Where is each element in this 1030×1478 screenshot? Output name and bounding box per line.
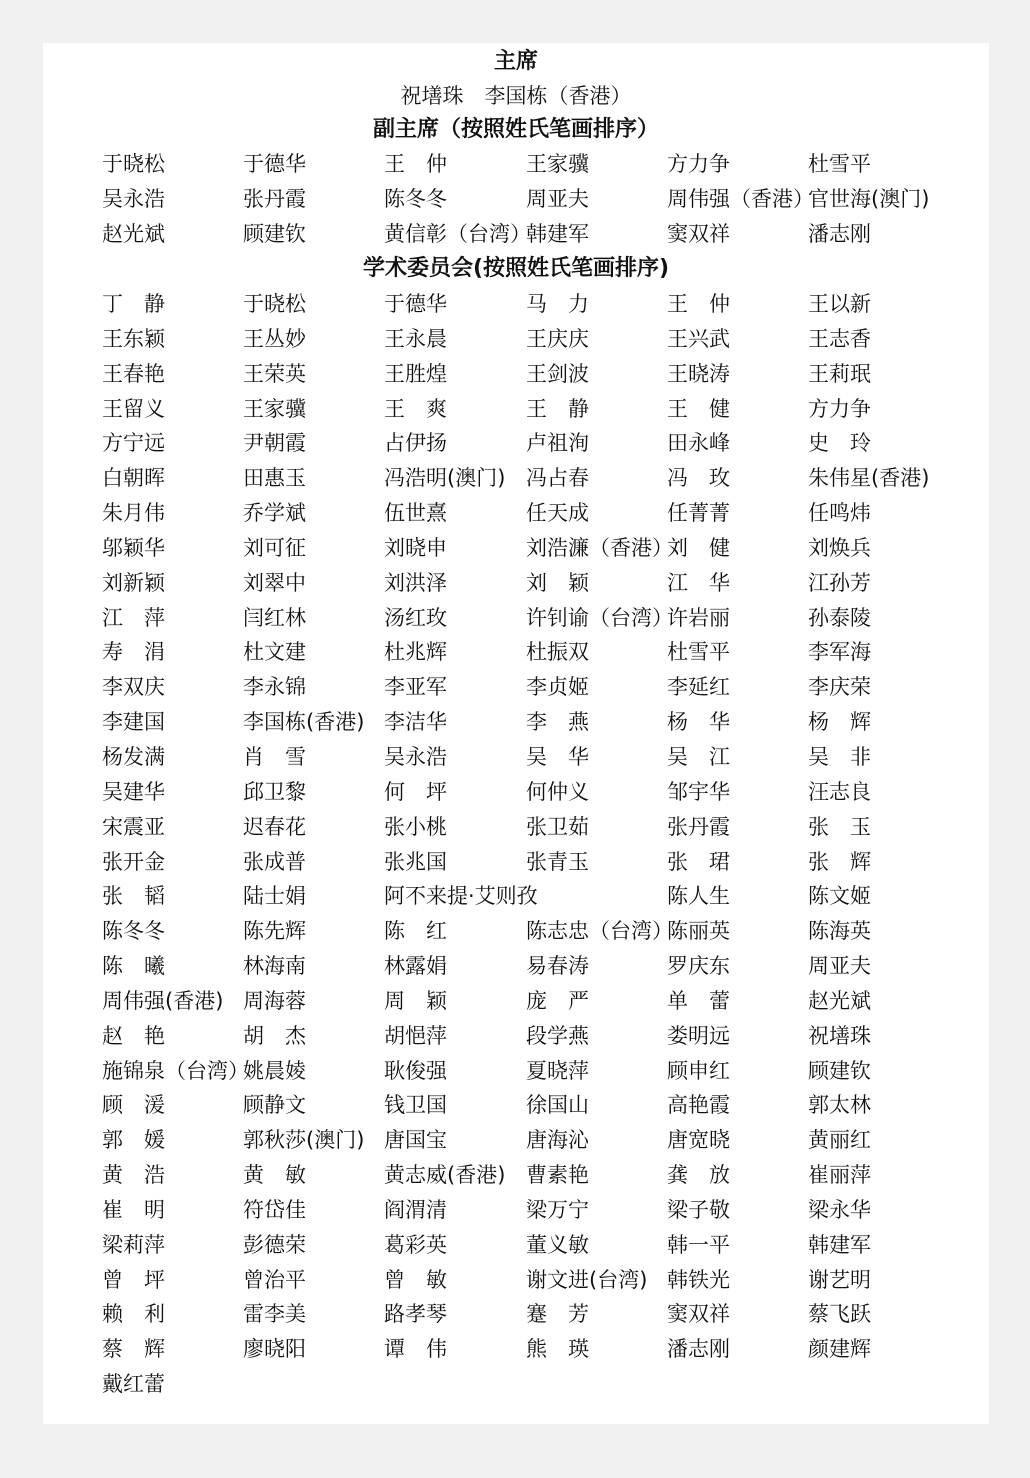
document-page	[43, 43, 989, 1424]
committee-name: 李永锦	[243, 675, 306, 700]
committee-name: 张 韬	[102, 884, 165, 909]
vice-name: 陈冬冬	[384, 186, 447, 211]
committee-name: 刘浩濂（香港）	[526, 535, 673, 560]
committee-name: 彭德荣	[243, 1232, 306, 1257]
vice-name: 方力争	[667, 152, 730, 176]
committee-name: 杜文建	[243, 640, 306, 665]
committee-name: 符岱佳	[243, 1197, 306, 1222]
committee-name: 梁永华	[808, 1197, 871, 1222]
committee-name: 胡 杰	[243, 1023, 306, 1048]
committee-name: 李双庆	[102, 675, 165, 700]
committee-name: 高艳霞	[667, 1093, 730, 1118]
committee-name: 廖晓阳	[243, 1337, 306, 1362]
committee-name: 谭 伟	[384, 1337, 447, 1362]
committee-name: 于晓松	[243, 292, 306, 316]
committee-name: 王以新	[808, 292, 871, 316]
committee-name: 林露娟	[384, 954, 447, 979]
committee-name: 徐国山	[526, 1093, 589, 1118]
committee-name: 王家骥	[243, 396, 306, 421]
committee-name: 曾 敏	[384, 1267, 447, 1292]
committee-name: 李 燕	[526, 710, 589, 735]
committee-name: 顾申红	[667, 1058, 730, 1083]
committee-name: 王春艳	[102, 361, 165, 386]
committee-name: 刘 健	[667, 535, 730, 560]
committee-name: 顾 湲	[102, 1093, 165, 1118]
committee-name: 杨 华	[667, 710, 730, 735]
committee-name: 郭秋莎(澳门)	[243, 1128, 365, 1153]
committee-name: 任菁菁	[667, 501, 730, 526]
vice-name: 于晓松	[102, 152, 165, 176]
committee-name: 江 华	[667, 570, 730, 595]
committee-name: 曾 坪	[102, 1267, 165, 1292]
committee-name: 王永晨	[384, 326, 447, 351]
committee-name: 唐宽晓	[667, 1128, 730, 1153]
committee-name: 罗庆东	[667, 954, 730, 979]
committee-name: 周亚夫	[808, 954, 871, 979]
committee-name: 王 静	[526, 396, 589, 421]
committee-row	[102, 1263, 962, 1298]
committee-name: 李国栋(香港)	[243, 710, 365, 735]
committee-name: 熊 瑛	[526, 1337, 589, 1362]
committee-row	[102, 1228, 962, 1263]
vice-name: 王 仲	[384, 152, 447, 176]
committee-name: 夏晓萍	[526, 1058, 589, 1083]
committee-name: 娄明远	[667, 1023, 730, 1048]
committee-name: 张开金	[102, 849, 165, 874]
committee-name: 龚 放	[667, 1163, 730, 1188]
vice-name: 杜雪平	[808, 152, 871, 176]
committee-name: 李军海	[808, 640, 871, 665]
committee-name: 吴建华	[102, 779, 165, 804]
committee-name: 吴 江	[667, 744, 730, 769]
committee-name: 刘翠中	[243, 570, 306, 595]
committee-name: 周伟强(香港)	[102, 988, 224, 1013]
committee-name: 丁 静	[102, 292, 165, 316]
committee-row	[102, 1193, 962, 1228]
committee-name: 王 仲	[667, 292, 730, 316]
committee-name: 赖 利	[102, 1302, 165, 1327]
committee-row	[102, 426, 962, 461]
committee-row	[102, 705, 962, 740]
committee-name: 郭 媛	[102, 1128, 165, 1153]
committee-name: 江 萍	[102, 605, 165, 630]
vice-row	[102, 182, 962, 217]
committee-name: 汤红玫	[384, 605, 447, 630]
vice-name: 韩建军	[526, 221, 589, 246]
committee-name: 于德华	[384, 292, 447, 316]
committee-name: 王莉珉	[808, 361, 871, 386]
committee-row	[102, 670, 962, 705]
committee-name: 卢祖洵	[526, 431, 589, 456]
committee-name: 李贞姬	[526, 675, 589, 700]
committee-name: 陈丽英	[667, 919, 730, 944]
committee-name: 邬颖华	[102, 535, 165, 560]
committee-name: 祝墡珠	[808, 1023, 871, 1048]
committee-name: 韩铁光	[667, 1267, 730, 1292]
committee-name: 王晓涛	[667, 361, 730, 386]
committee-name: 任天成	[526, 501, 589, 526]
committee-row	[102, 949, 962, 984]
chair-heading: 主席	[493, 49, 538, 74]
committee-name: 李洁华	[384, 710, 447, 735]
committee-name: 潘志刚	[667, 1337, 730, 1362]
committee-name: 董义敏	[526, 1232, 589, 1257]
committee-name: 葛彩英	[384, 1232, 447, 1257]
committee-row	[102, 1297, 962, 1332]
committee-name: 汪志良	[808, 779, 871, 804]
committee-name: 陈 曦	[102, 954, 165, 979]
committee-name: 陆士娟	[243, 884, 306, 909]
vice-name: 张丹霞	[243, 186, 306, 211]
committee-name: 姚晨婈	[243, 1058, 306, 1083]
committee-row	[102, 984, 962, 1019]
committee-name: 施锦泉（台湾）	[102, 1058, 249, 1083]
committee-name: 黄 浩	[102, 1163, 165, 1188]
vice-name: 黄信彰（台湾）	[384, 221, 531, 246]
committee-name: 杜雪平	[667, 640, 730, 665]
committee-name: 吴永浩	[384, 744, 447, 769]
committee-name: 阿不来提·艾则孜	[384, 884, 538, 909]
committee-name: 刘晓申	[384, 535, 447, 560]
committee-row	[102, 635, 962, 670]
committee-name: 韩建军	[808, 1232, 871, 1257]
committee-row	[102, 845, 962, 880]
committee-name: 江孙芳	[808, 570, 871, 595]
committee-name: 陈人生	[667, 884, 730, 909]
committee-name: 刘可征	[243, 535, 306, 560]
committee-name: 刘 颖	[526, 570, 589, 595]
committee-row	[102, 531, 962, 566]
committee-row	[102, 740, 962, 775]
committee-row	[102, 1367, 962, 1402]
committee-name: 梁子敬	[667, 1197, 730, 1222]
committee-name: 冯 玫	[667, 466, 730, 491]
committee-name: 刘新颖	[102, 570, 165, 595]
committee-name: 张青玉	[526, 849, 589, 874]
committee-name: 李建国	[102, 710, 165, 735]
committee-name: 朱伟星(香港)	[808, 466, 930, 491]
committee-name: 尹朝霞	[243, 431, 306, 456]
committee-name: 田永峰	[667, 431, 730, 456]
committee-name: 林海南	[243, 954, 306, 979]
committee-name: 许岩丽	[667, 605, 730, 630]
committee-row	[102, 1088, 962, 1123]
committee-name: 邹宇华	[667, 779, 730, 804]
committee-name: 王 爽	[384, 396, 447, 421]
committee-name: 张成普	[243, 849, 306, 874]
committee-name: 闫红林	[243, 605, 306, 630]
committee-name: 王剑波	[526, 361, 589, 386]
committee-name: 王丛妙	[243, 326, 306, 351]
vice-name: 吴永浩	[102, 186, 165, 211]
chair-names: 祝墡珠 李国栋（香港）	[400, 84, 632, 108]
committee-list	[102, 287, 962, 1402]
committee-name: 陈海英	[808, 919, 871, 944]
committee-name: 王庆庆	[526, 326, 589, 351]
committee-name: 梁万宁	[526, 1197, 589, 1222]
committee-name: 杨 辉	[808, 710, 871, 735]
committee-name: 赵光斌	[808, 988, 871, 1013]
committee-name: 方宁远	[102, 431, 165, 456]
committee-name: 周海蓉	[243, 988, 306, 1013]
vice-name: 窦双祥	[667, 221, 730, 246]
committee-name: 颜建辉	[808, 1337, 871, 1362]
vice-name: 顾建钦	[243, 221, 306, 246]
committee-name: 韩一平	[667, 1232, 730, 1257]
committee-name: 顾静文	[243, 1093, 306, 1118]
committee-name: 钱卫国	[384, 1093, 447, 1118]
committee-name: 史 玲	[808, 431, 871, 456]
committee-name: 何仲义	[526, 779, 589, 804]
committee-name: 何 坪	[384, 779, 447, 804]
committee-row	[102, 1123, 962, 1158]
committee-name: 刘洪泽	[384, 570, 447, 595]
committee-name: 田惠玉	[243, 466, 306, 491]
committee-name: 雷李美	[243, 1302, 306, 1327]
committee-row	[102, 775, 962, 810]
committee-name: 杜兆辉	[384, 640, 447, 665]
committee-name: 陈冬冬	[102, 919, 165, 944]
committee-name: 郭太林	[808, 1093, 871, 1118]
committee-name: 顾建钦	[808, 1058, 871, 1083]
committee-name: 阎渭清	[384, 1197, 447, 1222]
committee-name: 王胜煌	[384, 361, 447, 386]
committee-name: 胡悒萍	[384, 1023, 447, 1048]
committee-name: 陈先辉	[243, 919, 306, 944]
vice-name: 王家骥	[526, 152, 589, 176]
committee-name: 李延红	[667, 675, 730, 700]
committee-name: 唐海沁	[526, 1128, 589, 1153]
committee-name: 张兆国	[384, 849, 447, 874]
committee-name: 张 珺	[667, 849, 730, 874]
committee-name: 易春涛	[526, 954, 589, 979]
committee-name: 单 蕾	[667, 988, 730, 1013]
committee-name: 王兴武	[667, 326, 730, 351]
vice-name: 赵光斌	[102, 221, 165, 246]
committee-row	[102, 914, 962, 949]
committee-row	[102, 879, 962, 914]
committee-name: 曹素艳	[526, 1163, 589, 1188]
committee-name: 陈志忠（台湾）	[526, 919, 673, 944]
committee-name: 黄丽红	[808, 1128, 871, 1153]
committee-name: 马 力	[526, 292, 589, 316]
committee-name: 杜振双	[526, 640, 589, 665]
committee-name: 王志香	[808, 326, 871, 351]
committee-name: 庞 严	[526, 988, 589, 1013]
vice-name: 潘志刚	[808, 221, 871, 246]
vice-chair-heading: 副主席（按照姓氏笔画排序）	[372, 117, 659, 142]
committee-heading: 学术委员会(按照姓氏笔画排序)	[362, 256, 670, 281]
committee-name: 邱卫黎	[243, 779, 306, 804]
vice-name: 官世海(澳门)	[808, 186, 930, 211]
committee-name: 孙泰陵	[808, 605, 871, 630]
committee-name: 方力争	[808, 396, 871, 421]
committee-name: 蔡 辉	[102, 1337, 165, 1362]
committee-name: 谢文进(台湾)	[526, 1267, 648, 1292]
committee-name: 王荣英	[243, 361, 306, 386]
committee-row	[102, 601, 962, 636]
committee-name: 李亚军	[384, 675, 447, 700]
committee-row	[102, 1054, 962, 1089]
committee-name: 冯浩明(澳门)	[384, 466, 506, 491]
committee-name: 肖 雪	[243, 744, 306, 769]
committee-name: 任鸣炜	[808, 501, 871, 526]
vice-row	[102, 217, 962, 252]
vice-name: 于德华	[243, 152, 306, 176]
committee-name: 宋震亚	[102, 814, 165, 839]
committee-name: 迟春花	[243, 814, 306, 839]
committee-row	[102, 392, 962, 427]
committee-name: 蔡飞跃	[808, 1302, 871, 1327]
committee-name: 黄志威(香港)	[384, 1163, 506, 1188]
committee-name: 李庆荣	[808, 675, 871, 700]
committee-name: 耿俊强	[384, 1058, 447, 1083]
committee-name: 白朝晖	[102, 466, 165, 491]
committee-name: 窦双祥	[667, 1302, 730, 1327]
committee-name: 许钊谕（台湾）	[526, 605, 673, 630]
committee-name: 崔 明	[102, 1197, 165, 1222]
committee-row	[102, 1332, 962, 1367]
committee-name: 王 健	[667, 396, 730, 421]
committee-name: 吴 非	[808, 744, 871, 769]
committee-name: 张丹霞	[667, 814, 730, 839]
committee-row	[102, 287, 962, 322]
vice-row	[102, 147, 962, 182]
committee-name: 赵 艳	[102, 1023, 165, 1048]
committee-name: 寿 涓	[102, 640, 165, 665]
committee-name: 王东颖	[102, 326, 165, 351]
committee-row	[102, 461, 962, 496]
vice-chair-list	[102, 147, 962, 252]
committee-name: 吴 华	[526, 744, 589, 769]
committee-name: 陈 红	[384, 919, 447, 944]
committee-name: 梁莉萍	[102, 1232, 165, 1257]
committee-name: 刘焕兵	[808, 535, 871, 560]
committee-name: 王留义	[102, 396, 165, 421]
committee-row	[102, 810, 962, 845]
committee-row	[102, 357, 962, 392]
committee-name: 周 颖	[384, 988, 447, 1013]
committee-name: 乔学斌	[243, 501, 306, 526]
committee-name: 唐国宝	[384, 1128, 447, 1153]
committee-name: 黄 敏	[243, 1163, 306, 1188]
committee-name: 冯占春	[526, 466, 589, 491]
committee-name: 戴红蕾	[102, 1372, 165, 1397]
committee-row	[102, 1158, 962, 1193]
vice-name: 周伟强（香港）	[667, 186, 814, 211]
committee-name: 朱月伟	[102, 501, 165, 526]
committee-name: 段学燕	[526, 1023, 589, 1048]
committee-name: 曾治平	[243, 1267, 306, 1292]
committee-name: 陈文姬	[808, 884, 871, 909]
committee-row	[102, 566, 962, 601]
committee-name: 杨发满	[102, 744, 165, 769]
committee-name: 伍世熹	[384, 501, 447, 526]
committee-name: 路孝琴	[384, 1302, 447, 1327]
committee-name: 张 玉	[808, 814, 871, 839]
committee-name: 谢艺明	[808, 1267, 871, 1292]
committee-row	[102, 1019, 962, 1054]
committee-row	[102, 496, 962, 531]
committee-name: 张卫茹	[526, 814, 589, 839]
committee-row	[102, 322, 962, 357]
committee-name: 崔丽萍	[808, 1163, 871, 1188]
committee-name: 蹇 芳	[526, 1302, 589, 1327]
vice-name: 周亚夫	[526, 186, 589, 211]
committee-name: 占伊扬	[384, 431, 447, 456]
committee-name: 张 辉	[808, 849, 871, 874]
committee-name: 张小桃	[384, 814, 447, 839]
